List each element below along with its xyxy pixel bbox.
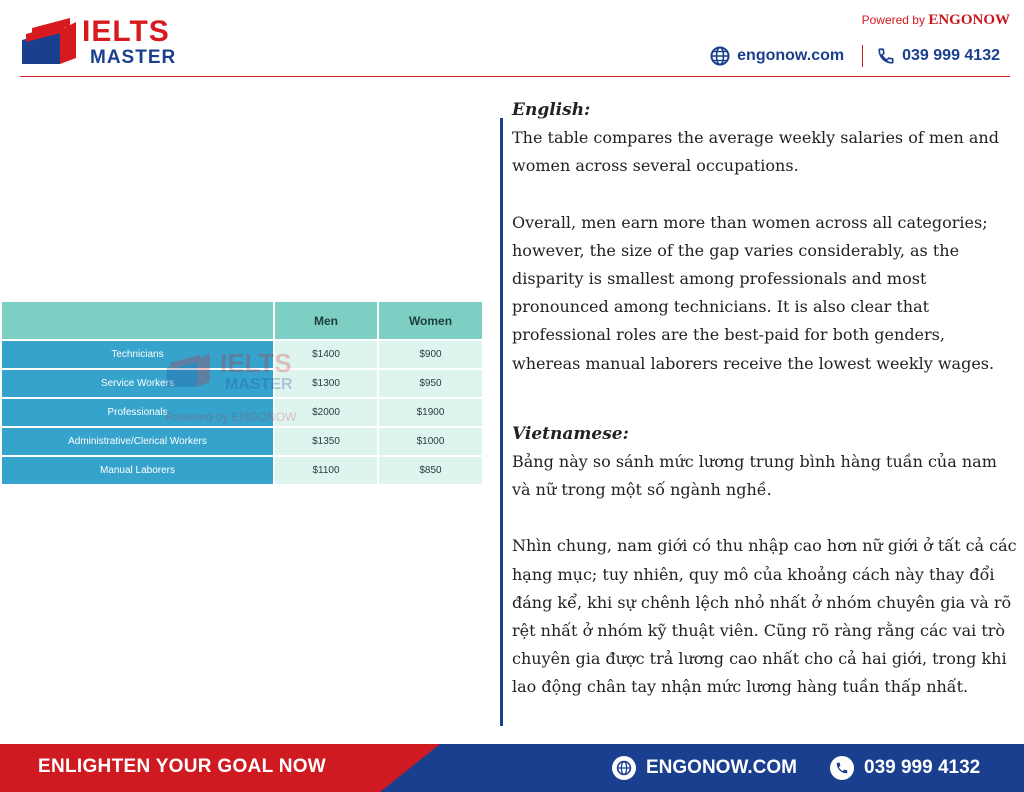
- table-header-row: [2, 302, 484, 339]
- globe-icon: [710, 46, 730, 66]
- globe-icon: [612, 756, 636, 780]
- logo-text-ielts: IELTS: [82, 15, 170, 48]
- header-website-text: engonow.com: [737, 47, 845, 64]
- powered-prefix: Powered by: [861, 13, 925, 27]
- footer-phone-link[interactable]: [830, 756, 980, 780]
- content-divider: [500, 118, 503, 726]
- english-heading: English:: [512, 100, 591, 120]
- ielts-master-logo[interactable]: [20, 14, 190, 70]
- table-row: [2, 370, 484, 397]
- vietnamese-heading: Vietnamese:: [512, 423, 629, 444]
- occupation-cell: Professionals: [2, 399, 273, 426]
- occupation-cell: Administrative/Clerical Workers: [2, 428, 273, 455]
- table-row: [2, 428, 484, 455]
- footer-phone-text: 039 999 4132: [864, 757, 981, 778]
- paragraph-gap: [512, 181, 1018, 209]
- header-website-link[interactable]: [710, 46, 844, 66]
- watermark-text-powered: Powered by ENGONOW: [165, 410, 297, 424]
- vietnamese-paragraph-1: Bảng này so sánh mức lương trung bình hàng tuần của nam và nữ trong một số ngành nghề.: [512, 452, 997, 500]
- men-salary-cell: $1100: [275, 457, 377, 484]
- header-cell-women: Women: [379, 302, 482, 339]
- powered-brand: ENGONOW: [928, 12, 1010, 28]
- occupation-cell: Service Workers: [2, 370, 273, 397]
- occupation-cell: Manual Laborers: [2, 457, 273, 484]
- header-cell-men: Men: [275, 302, 377, 339]
- section-gap: [512, 378, 1018, 420]
- men-salary-cell: $1300: [275, 370, 377, 397]
- footer-website-text: ENGONOW.COM: [646, 757, 797, 778]
- vietnamese-paragraph-2: Nhìn chung, nam giới có thu nhập cao hơn nữ giới ở tất cả các hạng mục; tuy nhiên, quy mô của khoảng cách này thay đổi đáng kể, khi sự chênh lệch nhỏ nhất ở nhóm chuyên gia và rõ rệt nhất ở nhóm kỹ thuật viên. Cũng rõ ràng rằng các vai trò chuyên gia được trả lương cao nhất cho cả hai giới, trong khi lao động chân tay nhận mức lương hàng tuần thấp nhất.: [512, 536, 1017, 697]
- table-row: [2, 399, 484, 426]
- watermark-text-master: MASTER: [225, 376, 293, 393]
- men-salary-cell: $2000: [275, 399, 377, 426]
- header-phone-link[interactable]: [877, 47, 1000, 65]
- header-phone-text: 039 999 4132: [902, 47, 1000, 64]
- footer-bar: [0, 744, 1024, 792]
- powered-by: [862, 12, 1010, 29]
- english-paragraph-1: The table compares the average weekly salaries of men and women across several occupations.: [512, 128, 999, 176]
- content-column: [512, 96, 1018, 702]
- occupation-cell: Technicians: [2, 341, 273, 368]
- women-salary-cell: $1000: [379, 428, 482, 455]
- header-contact: [710, 44, 1000, 68]
- women-salary-cell: $1900: [379, 399, 482, 426]
- footer-website-link[interactable]: [612, 756, 797, 780]
- men-salary-cell: $1350: [275, 428, 377, 455]
- women-salary-cell: $900: [379, 341, 482, 368]
- women-salary-cell: $850: [379, 457, 482, 484]
- table-row: [2, 457, 484, 484]
- phone-icon: [877, 47, 895, 65]
- footer-slogan: ENLIGHTEN YOUR GOAL NOW: [38, 756, 327, 777]
- men-salary-cell: $1400: [275, 341, 377, 368]
- table-row: [2, 341, 484, 368]
- logo-text-master: MASTER: [90, 47, 177, 68]
- paragraph-gap: [512, 504, 1018, 532]
- header-contact-divider: [862, 45, 863, 67]
- salary-table: [2, 302, 484, 486]
- watermark-text-ielts: IELTS: [220, 348, 292, 378]
- english-paragraph-2: Overall, men earn more than women across all categories; however, the size of the gap varies considerably, as the disparity is smallest among professionals and most pronounced among technicians. It is also clear that professional roles are the best-paid for both genders, whereas manual laborers receive the lowest weekly wages.: [512, 212, 995, 373]
- book-logo-icon: [20, 18, 90, 68]
- phone-icon: [830, 756, 854, 780]
- women-salary-cell: $950: [379, 370, 482, 397]
- header-divider: [20, 76, 1010, 77]
- header-cell-occupation: [2, 302, 273, 339]
